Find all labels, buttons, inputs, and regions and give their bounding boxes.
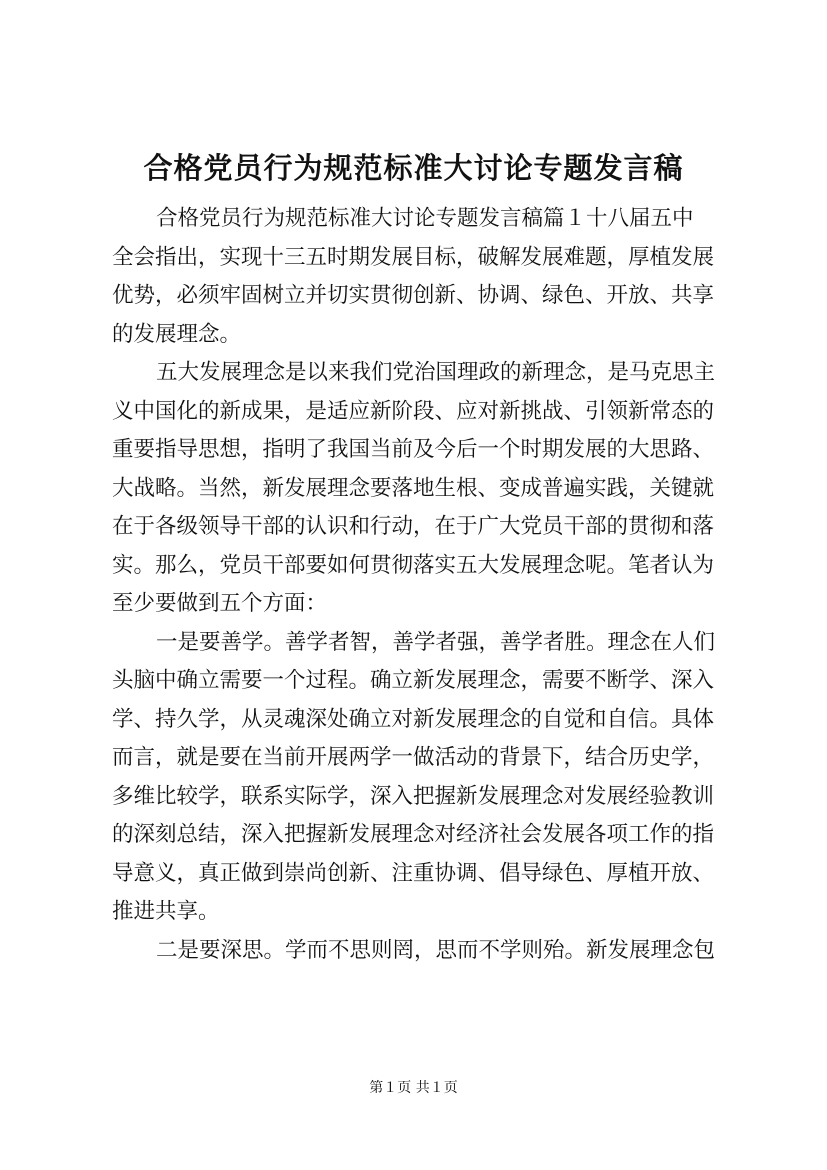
text-line: 至少要做到五个方面：: [112, 591, 328, 616]
text-line: 五大发展理念是以来我们党治国理政的新理念，是马克思主: [156, 360, 716, 385]
text-line: 的深刻总结，深入把握新发展理念对经济社会发展各项工作的指: [112, 822, 715, 847]
text-line: 在于各级领导干部的认识和行动，在于广大党员干部的贯彻和落: [112, 514, 715, 539]
text-line: 学、持久学，从灵魂深处确立对新发展理念的自觉和自信。具体: [112, 706, 715, 732]
text-line: 头脑中确立需要一个过程。确立新发展理念，需要不断学、深入: [112, 668, 715, 693]
text-line: 推进共享。: [112, 899, 220, 924]
text-line: 而言，就是要在当前开展两学一做活动的背景下，结合历史学，: [112, 745, 715, 770]
document-body: [112, 200, 740, 970]
text-line: 多维比较学，联系实际学，深入把握新发展理念对发展经验教训: [112, 783, 715, 809]
text-line: 二是要深思。学而不思则罔，思而不学则殆。新发展理念包: [156, 937, 716, 963]
text-line: 重要指导思想，指明了我国当前及今后一个时期发展的大思路、: [112, 437, 715, 462]
text-line: 义中国化的新成果，是适应新阶段、应对新挑战、引领新常态的: [112, 398, 715, 424]
text-line: 一是要善学。善学者智，善学者强，善学者胜。理念在人们: [156, 629, 716, 655]
text-line: 实。那么，党员干部要如何贯彻落实五大发展理念呢。笔者认为: [112, 552, 715, 578]
text-line: 合格党员行为规范标准大讨论专题发言稿篇１十八届五中: [156, 206, 694, 231]
text-line: 大战略。当然，新发展理念要落地生根、变成普遍实践，关键就: [112, 475, 715, 501]
text-line: 优势，必须牢固树立并切实贯彻创新、协调、绿色、开放、共享: [112, 283, 715, 308]
document-title: 合格党员行为规范标准大讨论专题发言稿: [143, 151, 684, 185]
page-footer: 第１页 共１页: [369, 1080, 458, 1096]
text-line: 的发展理念。: [112, 321, 242, 347]
text-line: 全会指出，实现十三五时期发展目标，破解发展难题，厚植发展: [112, 244, 715, 270]
text-line: 导意义，真正做到崇尚创新、注重协调、倡导绿色、厚植开放、: [112, 860, 715, 886]
